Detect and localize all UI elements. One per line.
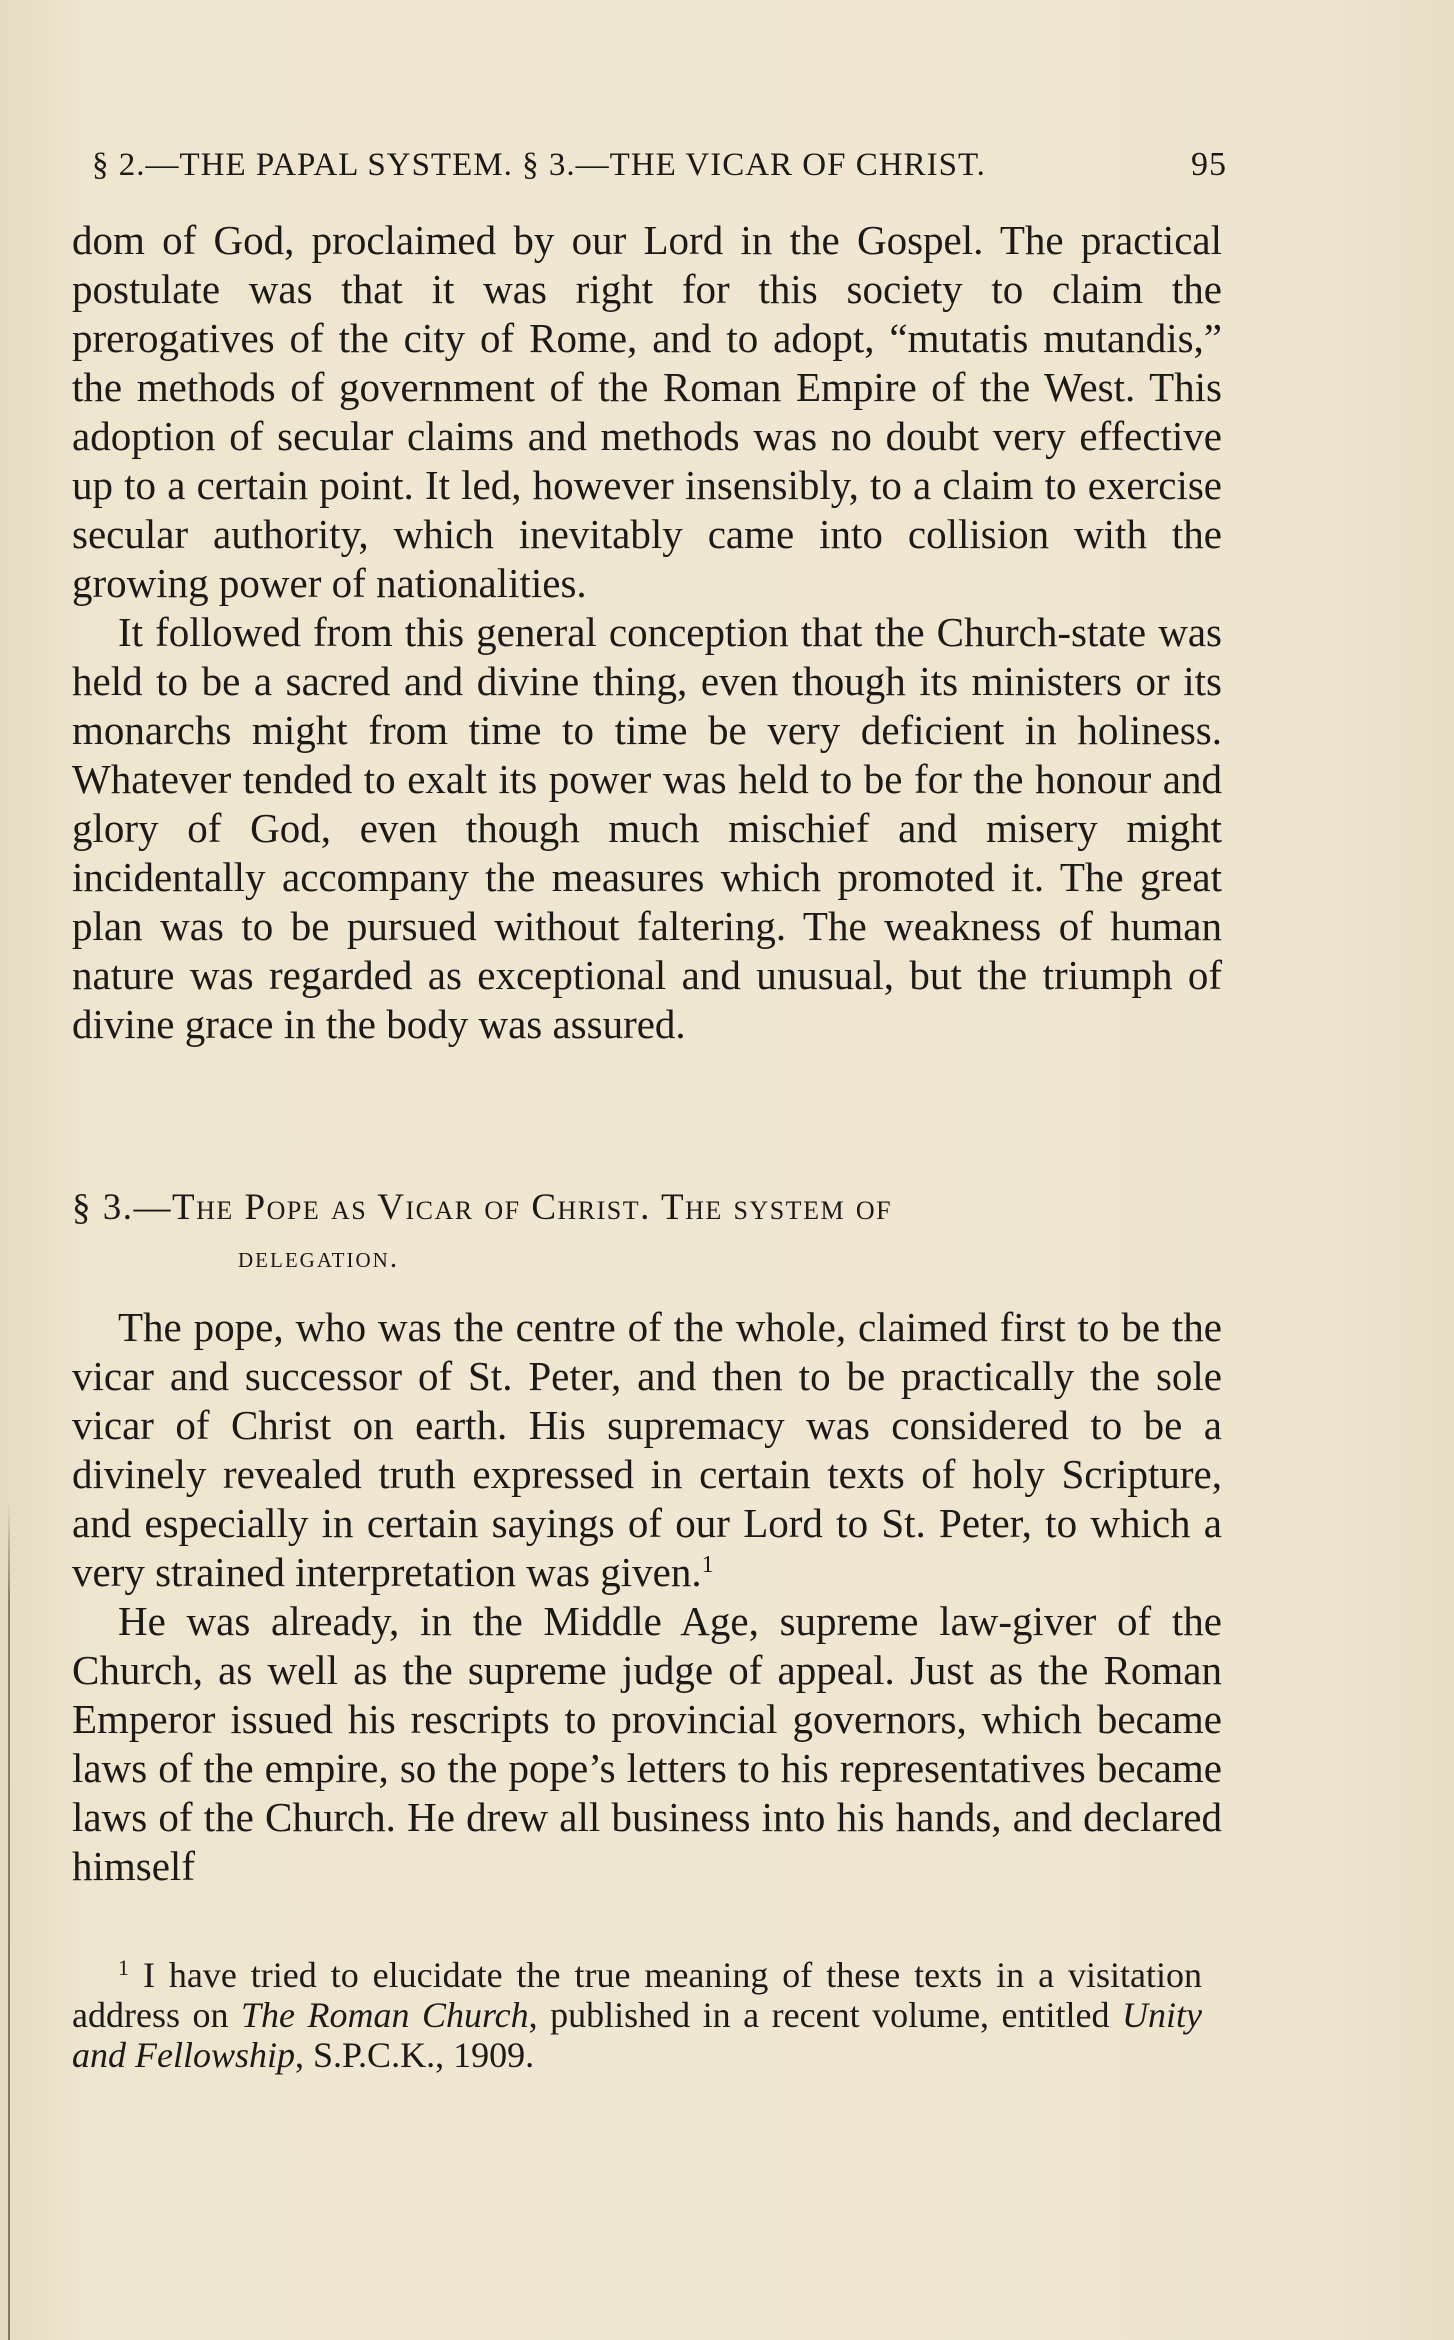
running-head (92, 146, 1227, 184)
footnote-text: , S.P.C.K., 1909. (295, 2035, 535, 2075)
footnote-title-1: The Roman Church (240, 1995, 529, 2035)
footnote-reference: 1 (701, 1552, 714, 1578)
paragraph-continued: dom of God, proclaimed by our Lord in the Gospel. The practical postulate was that it was right for this society to claim the prerogatives of the city of Rome, and to adopt, “mutatis mutandis,” the methods of government of the Roman Empire of the West. This adoption of secular claims and methods was no doubt very effective up to a certain point. It led, however insensibly, to a claim to exercise secular authority, which inevitably came into collision with the growing power of nationalities. (72, 217, 1222, 606)
binding-edge (8, 1500, 10, 2340)
footnote-text: , published in a recent volume, entitled (528, 1995, 1123, 2035)
body-text-block-2 (72, 1303, 1222, 1891)
section-heading (72, 1183, 1222, 1283)
section-title-continued: delegation. (238, 1241, 400, 1274)
page-number: 95 (1191, 146, 1227, 183)
footnote-text: I have tried to elucidate the true meaning of these texts in a visitation address on (72, 1955, 1202, 2035)
footnote (72, 1955, 1202, 2075)
footnote-marker: 1 (118, 1955, 129, 1980)
section-title: The Pope as Vicar of Christ. The system of (172, 1187, 893, 1228)
footnote-title-2: Unity and Fellowship (72, 1995, 1203, 2075)
section-number: § 3.— (72, 1187, 172, 1228)
paragraph-text: The pope, who was the centre of the whole, claimed first to be the vicar and successor of St. Peter, and then to be practically the sole vicar of Christ on earth. His supremacy was considered to be a divinely revealed truth expressed in certain texts of holy Scripture, and especially in certain sayings of our Lord to St. Peter, to which a very strained interpretation was given. (72, 1304, 1222, 1595)
paragraph (72, 1303, 1222, 1597)
paragraph: He was already, in the Middle Age, supreme law-giver of the Church, as well as the supreme judge of appeal. Just as the Roman Emperor issued his rescripts to provincial governors, which became laws of the empire, so the pope’s letters to his representatives became laws of the Church. He drew all business into his hands, and declared himself (72, 1598, 1222, 1889)
body-text-block-1 (72, 216, 1222, 1049)
paragraph: It followed from this general conception that the Church-state was held to be a sacred and divine thing, even though its ministers or its monarchs might from time to time be very deficient in holiness. Whatever tended to exalt its power was held to be for the honour and glory of God, even though much mischief and misery might incidentally accompany the measures which promoted it. The great plan was to be pursued without faltering. The weakness of human nature was regarded as exceptional and unusual, but the triumph of divine grace in the body was assured. (72, 609, 1222, 1047)
footnotes (72, 1955, 1202, 2075)
running-head-title: § 2.—THE PAPAL SYSTEM. § 3.—THE VICAR OF CHRIST. (92, 147, 986, 183)
